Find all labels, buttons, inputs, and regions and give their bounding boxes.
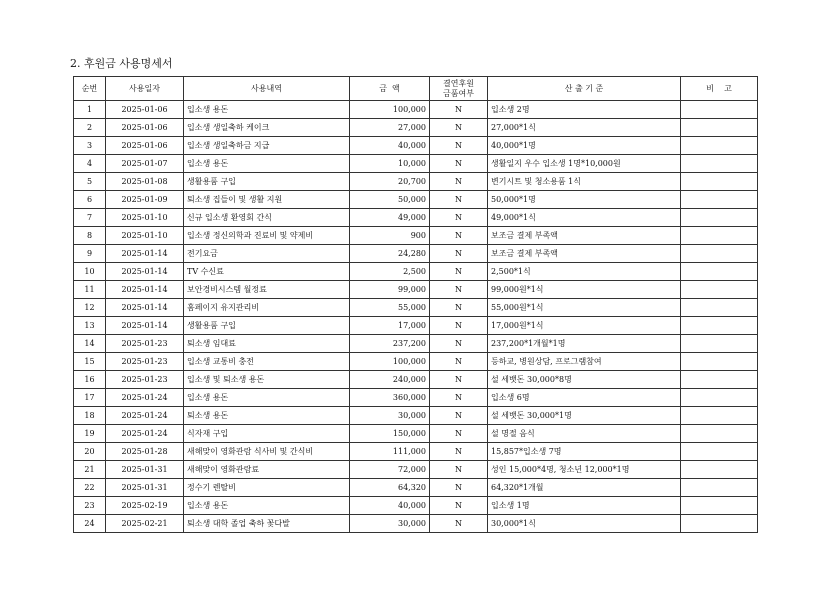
row-description: TV 수신료 — [184, 263, 350, 281]
row-flag: N — [430, 317, 488, 335]
row-flag: N — [430, 389, 488, 407]
row-basis: 보조금 결제 부족액 — [488, 245, 681, 263]
row-basis: 17,000원*1식 — [488, 317, 681, 335]
table-row — [74, 371, 758, 389]
row-description: 생활용품 구입 — [184, 317, 350, 335]
table-row — [74, 461, 758, 479]
row-number: 2 — [74, 119, 106, 137]
row-amount: 50,000 — [350, 191, 430, 209]
row-flag: N — [430, 461, 488, 479]
row-basis: 237,200*1개월*1명 — [488, 335, 681, 353]
row-flag: N — [430, 101, 488, 119]
row-date: 2025-01-09 — [106, 191, 184, 209]
header-flag-top: 결연후원 — [443, 78, 474, 88]
row-number: 17 — [74, 389, 106, 407]
row-flag: N — [430, 371, 488, 389]
row-date: 2025-01-06 — [106, 101, 184, 119]
row-description: 전기요금 — [184, 245, 350, 263]
row-flag: N — [430, 155, 488, 173]
row-description: 퇴소생 대학 졸업 축하 꽃다발 — [184, 515, 350, 533]
row-flag: N — [430, 281, 488, 299]
row-note — [681, 407, 758, 425]
row-amount: 17,000 — [350, 317, 430, 335]
row-basis: 설 명절 음식 — [488, 425, 681, 443]
table-row — [74, 317, 758, 335]
row-flag: N — [430, 353, 488, 371]
row-date: 2025-01-14 — [106, 245, 184, 263]
row-number: 22 — [74, 479, 106, 497]
row-number: 9 — [74, 245, 106, 263]
row-basis: 입소생 6명 — [488, 389, 681, 407]
row-date: 2025-02-19 — [106, 497, 184, 515]
row-flag: N — [430, 191, 488, 209]
row-note — [681, 479, 758, 497]
row-basis: 설 세뱃돈 30,000*1명 — [488, 407, 681, 425]
row-basis: 30,000*1식 — [488, 515, 681, 533]
row-amount: 99,000 — [350, 281, 430, 299]
row-flag: N — [430, 227, 488, 245]
row-basis: 2,500*1식 — [488, 263, 681, 281]
row-note — [681, 155, 758, 173]
row-description: 퇴소생 임대료 — [184, 335, 350, 353]
row-description: 정수기 렌탈비 — [184, 479, 350, 497]
table-row — [74, 263, 758, 281]
row-amount: 72,000 — [350, 461, 430, 479]
row-amount: 24,280 — [350, 245, 430, 263]
row-flag: N — [430, 479, 488, 497]
row-flag: N — [430, 497, 488, 515]
row-note — [681, 335, 758, 353]
row-flag: N — [430, 137, 488, 155]
header-amount: 금 액 — [350, 77, 430, 101]
row-description: 새해맞이 영화관람료 — [184, 461, 350, 479]
row-note — [681, 461, 758, 479]
table-row — [74, 191, 758, 209]
row-note — [681, 227, 758, 245]
row-amount: 10,000 — [350, 155, 430, 173]
table-row — [74, 101, 758, 119]
header-no: 순번 — [74, 77, 106, 101]
row-number: 6 — [74, 191, 106, 209]
row-amount: 111,000 — [350, 443, 430, 461]
row-number: 4 — [74, 155, 106, 173]
row-basis: 99,000원*1식 — [488, 281, 681, 299]
row-note — [681, 317, 758, 335]
row-number: 18 — [74, 407, 106, 425]
row-description: 생활용품 구입 — [184, 173, 350, 191]
table-row — [74, 173, 758, 191]
row-date: 2025-01-24 — [106, 407, 184, 425]
row-basis: 27,000*1식 — [488, 119, 681, 137]
row-note — [681, 173, 758, 191]
row-description: 퇴소생 집들이 및 생활 지원 — [184, 191, 350, 209]
row-number: 11 — [74, 281, 106, 299]
row-date: 2025-01-14 — [106, 281, 184, 299]
row-number: 8 — [74, 227, 106, 245]
row-description: 입소생 용돈 — [184, 155, 350, 173]
row-note — [681, 443, 758, 461]
row-date: 2025-01-10 — [106, 227, 184, 245]
table-row — [74, 209, 758, 227]
row-basis: 55,000원*1식 — [488, 299, 681, 317]
row-number: 20 — [74, 443, 106, 461]
table-row — [74, 353, 758, 371]
row-note — [681, 101, 758, 119]
row-amount: 237,200 — [350, 335, 430, 353]
row-basis: 등하교, 병원상담, 프로그램참여 — [488, 353, 681, 371]
table-row — [74, 155, 758, 173]
row-basis: 15,857*입소생 7명 — [488, 443, 681, 461]
row-note — [681, 191, 758, 209]
row-basis: 생활일지 우수 입소생 1명*10,000원 — [488, 155, 681, 173]
row-description: 신규 입소생 환영회 간식 — [184, 209, 350, 227]
row-flag: N — [430, 299, 488, 317]
row-note — [681, 515, 758, 533]
row-description: 퇴소생 용돈 — [184, 407, 350, 425]
row-basis: 입소생 2명 — [488, 101, 681, 119]
table-row — [74, 281, 758, 299]
row-description: 보안경비시스템 월정료 — [184, 281, 350, 299]
row-amount: 100,000 — [350, 101, 430, 119]
row-number: 23 — [74, 497, 106, 515]
row-number: 3 — [74, 137, 106, 155]
table-body — [74, 101, 758, 533]
row-note — [681, 119, 758, 137]
row-number: 21 — [74, 461, 106, 479]
table-row — [74, 497, 758, 515]
header-flag — [430, 77, 488, 101]
row-description: 입소생 및 퇴소생 용돈 — [184, 371, 350, 389]
row-description: 입소생 용돈 — [184, 101, 350, 119]
row-flag: N — [430, 425, 488, 443]
row-date: 2025-01-23 — [106, 353, 184, 371]
row-date: 2025-01-10 — [106, 209, 184, 227]
table-row — [74, 299, 758, 317]
row-date: 2025-01-06 — [106, 137, 184, 155]
row-basis: 변기시트 및 청소용품 1식 — [488, 173, 681, 191]
row-number: 10 — [74, 263, 106, 281]
row-date: 2025-01-06 — [106, 119, 184, 137]
header-desc: 사용내역 — [184, 77, 350, 101]
row-note — [681, 245, 758, 263]
row-description: 홈페이지 유지관리비 — [184, 299, 350, 317]
row-flag: N — [430, 245, 488, 263]
row-amount: 100,000 — [350, 353, 430, 371]
row-amount: 30,000 — [350, 407, 430, 425]
row-description: 입소생 용돈 — [184, 497, 350, 515]
row-number: 7 — [74, 209, 106, 227]
table-row — [74, 389, 758, 407]
row-date: 2025-01-14 — [106, 299, 184, 317]
row-amount: 27,000 — [350, 119, 430, 137]
row-date: 2025-01-23 — [106, 371, 184, 389]
row-number: 19 — [74, 425, 106, 443]
row-description: 입소생 생일축하 케이크 — [184, 119, 350, 137]
table-row — [74, 443, 758, 461]
row-flag: N — [430, 515, 488, 533]
header-flag-bottom: 금품여부 — [443, 88, 474, 98]
row-amount: 240,000 — [350, 371, 430, 389]
row-number: 1 — [74, 101, 106, 119]
row-basis: 성인 15,000*4명, 청소년 12,000*1명 — [488, 461, 681, 479]
row-number: 12 — [74, 299, 106, 317]
row-number: 5 — [74, 173, 106, 191]
row-date: 2025-01-23 — [106, 335, 184, 353]
row-amount: 150,000 — [350, 425, 430, 443]
row-date: 2025-01-08 — [106, 173, 184, 191]
expense-table — [73, 76, 758, 533]
table-row — [74, 479, 758, 497]
row-number: 14 — [74, 335, 106, 353]
row-flag: N — [430, 209, 488, 227]
row-date: 2025-01-24 — [106, 389, 184, 407]
row-note — [681, 371, 758, 389]
row-number: 15 — [74, 353, 106, 371]
row-note — [681, 209, 758, 227]
row-note — [681, 299, 758, 317]
row-amount: 20,700 — [350, 173, 430, 191]
row-note — [681, 425, 758, 443]
row-basis: 40,000*1명 — [488, 137, 681, 155]
row-date: 2025-02-21 — [106, 515, 184, 533]
row-description: 입소생 교통비 충전 — [184, 353, 350, 371]
row-description: 입소생 용돈 — [184, 389, 350, 407]
row-amount: 40,000 — [350, 497, 430, 515]
row-note — [681, 353, 758, 371]
row-description: 식자재 구입 — [184, 425, 350, 443]
row-number: 16 — [74, 371, 106, 389]
row-date: 2025-01-28 — [106, 443, 184, 461]
row-date: 2025-01-31 — [106, 479, 184, 497]
row-amount: 2,500 — [350, 263, 430, 281]
row-flag: N — [430, 263, 488, 281]
row-amount: 49,000 — [350, 209, 430, 227]
row-amount: 64,320 — [350, 479, 430, 497]
row-number: 13 — [74, 317, 106, 335]
row-flag: N — [430, 407, 488, 425]
row-description: 새해맞이 영화관람 식사비 및 간식비 — [184, 443, 350, 461]
row-description: 입소생 정신의학과 진료비 및 약제비 — [184, 227, 350, 245]
row-date: 2025-01-24 — [106, 425, 184, 443]
row-basis: 보조금 결제 부족액 — [488, 227, 681, 245]
row-date: 2025-01-14 — [106, 317, 184, 335]
row-basis: 입소생 1명 — [488, 497, 681, 515]
row-date: 2025-01-14 — [106, 263, 184, 281]
table-row — [74, 137, 758, 155]
section-title: 2. 후원금 사용명세서 — [70, 57, 173, 70]
row-amount: 900 — [350, 227, 430, 245]
table-row — [74, 515, 758, 533]
row-note — [681, 281, 758, 299]
header-date: 사용일자 — [106, 77, 184, 101]
row-note — [681, 389, 758, 407]
table-row — [74, 407, 758, 425]
row-basis: 설 세뱃돈 30,000*8명 — [488, 371, 681, 389]
row-date: 2025-01-31 — [106, 461, 184, 479]
row-note — [681, 497, 758, 515]
row-flag: N — [430, 173, 488, 191]
row-amount: 55,000 — [350, 299, 430, 317]
row-note — [681, 263, 758, 281]
header-note: 비 고 — [681, 77, 758, 101]
table-row — [74, 119, 758, 137]
row-number: 24 — [74, 515, 106, 533]
header-basis: 산 출 기 준 — [488, 77, 681, 101]
table-header-row — [74, 77, 758, 101]
row-flag: N — [430, 443, 488, 461]
row-amount: 360,000 — [350, 389, 430, 407]
row-flag: N — [430, 119, 488, 137]
table-row — [74, 245, 758, 263]
row-date: 2025-01-07 — [106, 155, 184, 173]
row-basis: 64,320*1개월 — [488, 479, 681, 497]
row-flag: N — [430, 335, 488, 353]
table-row — [74, 425, 758, 443]
row-description: 입소생 생일축하금 지급 — [184, 137, 350, 155]
row-amount: 40,000 — [350, 137, 430, 155]
row-note — [681, 137, 758, 155]
table-row — [74, 227, 758, 245]
row-basis: 50,000*1명 — [488, 191, 681, 209]
row-amount: 30,000 — [350, 515, 430, 533]
row-basis: 49,000*1식 — [488, 209, 681, 227]
table-row — [74, 335, 758, 353]
